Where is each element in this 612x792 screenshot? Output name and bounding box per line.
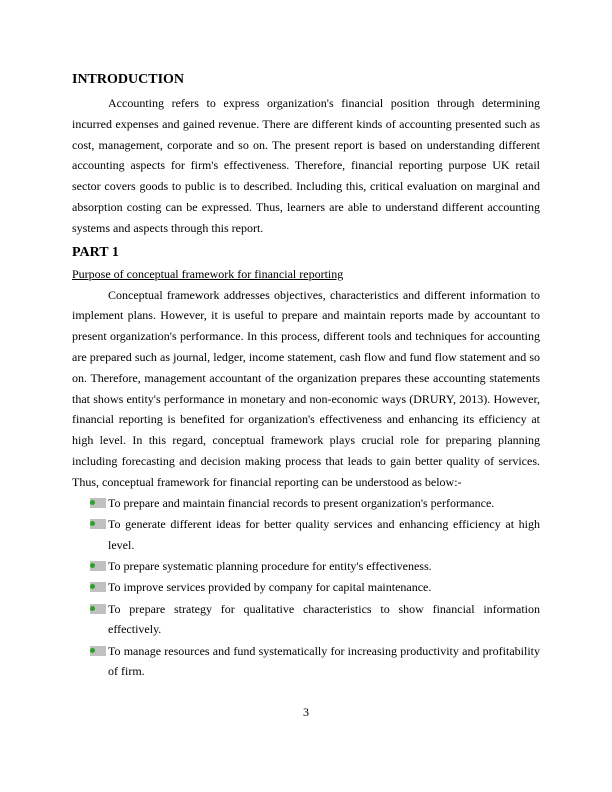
list-item-text: To prepare and maintain financial records to present organization's performance. bbox=[108, 495, 495, 510]
list-item bbox=[72, 493, 540, 514]
part1-paragraph: Conceptual framework addresses objectives, characteristics and different information to implement plans. However, it is useful to prepare and maintain reports made by accountant to present organization's performance. In this process, different tools and techniques for accounting are prepared such as journal, ledger, income statement, cash flow and fund flow statement and so on. Therefore, management accountant of the organization prepares these accounting statements that shows entity's performance in monetary and non-economic ways (DRURY, 2013). However, financial reporting is benefited for organization's effectiveness and enhancing its efficiency at high level. In this regard, conceptual framework plays crucial role for preparing planning including forecasting and decision making process that leads to gain better quality of services. Thus, conceptual framework for financial reporting can be understood as below:- bbox=[72, 287, 540, 489]
list-item-text: To prepare systematic planning procedure for entity's effectiveness. bbox=[108, 558, 432, 573]
introduction-heading: INTRODUCTION bbox=[72, 72, 185, 87]
list-item-text: To generate different ideas for better quality services and enhancing efficiency at high level. bbox=[108, 516, 540, 552]
bullet-list bbox=[72, 493, 540, 683]
bullet-icon bbox=[90, 519, 106, 529]
list-item-text: To prepare strategy for qualitative characteristics to show financial information effectively. bbox=[108, 601, 540, 637]
list-item bbox=[72, 641, 540, 683]
page-content bbox=[72, 72, 540, 683]
list-item bbox=[72, 514, 540, 556]
list-item bbox=[72, 556, 540, 577]
bullet-icon bbox=[90, 646, 106, 656]
bullet-icon bbox=[90, 604, 106, 614]
bullet-icon bbox=[90, 561, 106, 571]
bullet-icon bbox=[90, 582, 106, 592]
list-item-text: To manage resources and fund systematically for increasing productivity and profitability of firm. bbox=[108, 643, 540, 679]
list-item-text: To improve services provided by company for capital maintenance. bbox=[108, 580, 432, 595]
introduction-paragraph: Accounting refers to express organization's financial position through determining incurred expenses and gained revenue. There are different kinds of accounting presented such as cost, management, corporate and so on. The present report is based on understanding different accounting aspects for firm's effectiveness. Therefore, financial reporting purpose UK retail sector covers goods to public is to described. Including this, critical evaluation on marginal and absorption costing can be expressed. Thus, learners are able to understand different accounting systems and aspects through this report. bbox=[72, 96, 540, 235]
list-item bbox=[72, 577, 540, 598]
part1-heading: PART 1 bbox=[72, 244, 119, 260]
part1-subheading: Purpose of conceptual framework for financial reporting bbox=[72, 266, 344, 281]
page-number: 3 bbox=[303, 705, 309, 719]
bullet-icon bbox=[90, 498, 106, 508]
list-item bbox=[72, 599, 540, 641]
